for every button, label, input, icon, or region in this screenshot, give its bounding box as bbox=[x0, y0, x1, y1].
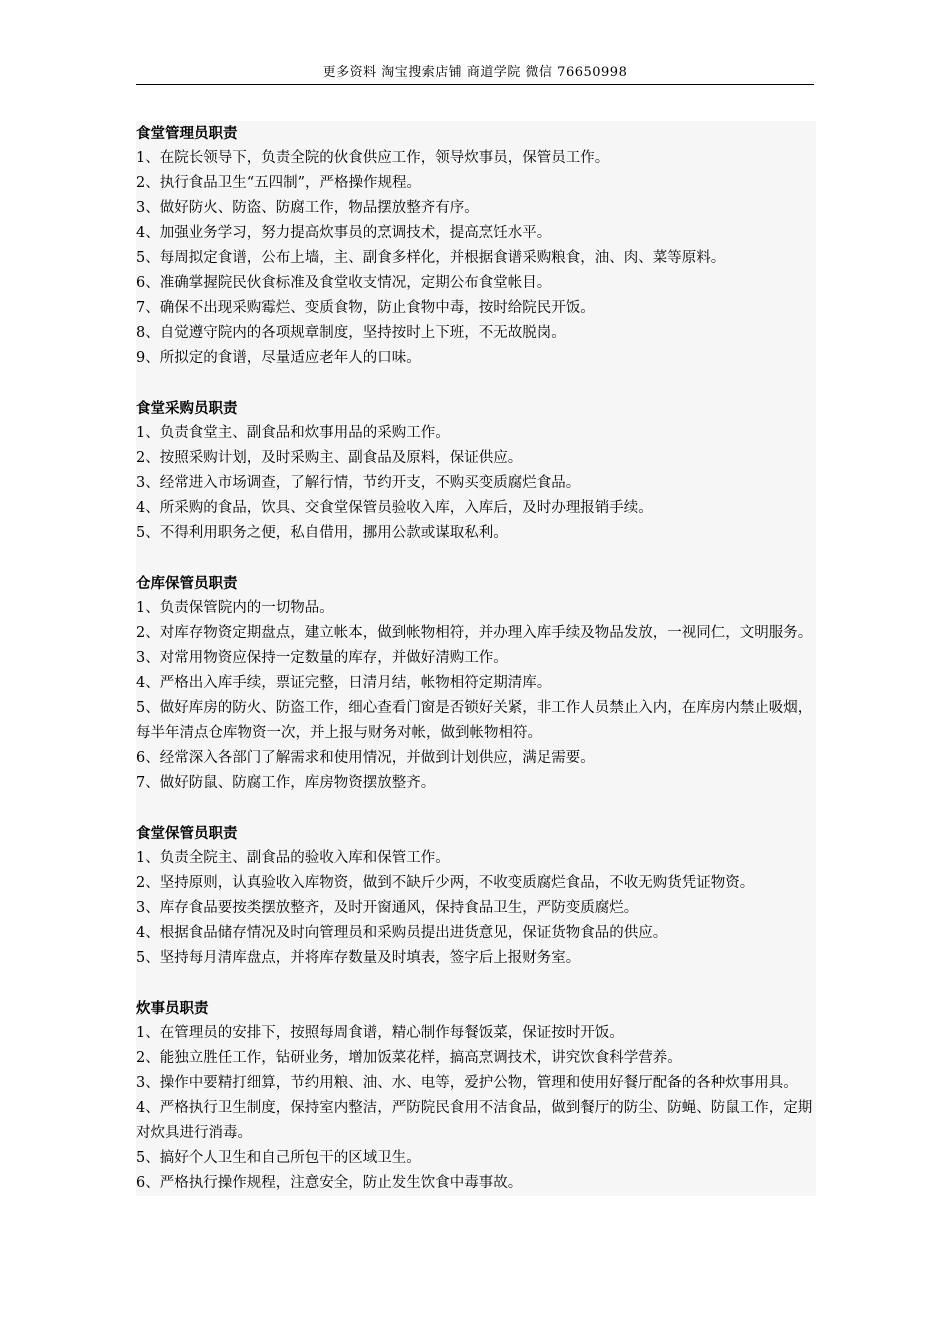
section-warehouse-keeper bbox=[136, 571, 816, 796]
list-item: 4、根据食品储存情况及时向管理员和采购员提出进货意见，保证货物食品的供应。 bbox=[136, 925, 668, 941]
list-item: 6、经常深入各部门了解需求和使用情况，并做到计划供应，满足需要。 bbox=[136, 750, 595, 766]
page-header: 更多资料 淘宝搜索店铺 商道学院 微信 76650998 bbox=[322, 65, 628, 80]
list-item: 1、在院长领导下，负责全院的伙食供应工作，领导炊事员，保管员工作。 bbox=[136, 150, 610, 166]
list-item: 5、不得利用职务之便，私自借用，挪用公款或谋取私利。 bbox=[136, 525, 508, 541]
list-item: 3、经常进入市场调查，了解行情，节约开支，不购买变质腐烂食品。 bbox=[136, 475, 581, 491]
list-item: 1、在管理员的安排下，按照每周食谱，精心制作每餐饭菜，保证按时开饭。 bbox=[136, 1025, 624, 1041]
list-item: 6、严格执行操作规程，注意安全，防止发生饮食中毒事故。 bbox=[136, 1175, 523, 1191]
list-item: 1、负责保管院内的一切物品。 bbox=[136, 600, 334, 616]
list-item: 7、确保不出现采购霉烂、变质食物，防止食物中毒，按时给院民开饭。 bbox=[136, 300, 595, 316]
list-item: 2、对库存物资定期盘点，建立帐本，做到帐物相符，并办理入库手续及物品发放，一视同仁，文明服务。 bbox=[136, 625, 813, 641]
list-item: 3、操作中要精打细算，节约用粮、油、水、电等，爱护公物，管理和使用好餐厅配备的各种炊事用具。 bbox=[136, 1075, 798, 1091]
list-item: 8、自觉遵守院内的各项规章制度，坚持按时上下班，不无故脱岗。 bbox=[136, 325, 566, 341]
section-title: 仓库保管员职责 bbox=[136, 575, 238, 592]
section-title: 食堂采购员职责 bbox=[136, 400, 238, 417]
list-item: 2、能独立胜任工作，钻研业务，增加饭菜花样，搞高烹调技术，讲究饮食科学营养。 bbox=[136, 1050, 682, 1066]
section-title: 食堂保管员职责 bbox=[136, 825, 238, 842]
list-item: 5、做好库房的防火、防盗工作，细心查看门窗是否锁好关紧，非工作人员禁止入内，在库房内禁止吸烟，每半年清点仓库物资一次，并上报与财务对帐，做到帐物相符。 bbox=[136, 700, 813, 741]
list-item: 4、严格出入库手续，票证完整，日清月结，帐物相符定期清库。 bbox=[136, 675, 552, 691]
section-title: 食堂管理员职责 bbox=[136, 125, 238, 142]
list-item: 7、做好防鼠、防腐工作，库房物资摆放整齐。 bbox=[136, 775, 436, 791]
section-canteen-purchaser bbox=[136, 396, 816, 546]
list-item: 5、每周拟定食谱，公布上墙，主、副食多样化，并根据食谱采购粮食，油、肉、菜等原料。 bbox=[136, 250, 726, 266]
list-item: 9、所拟定的食谱，尽量适应老年人的口味。 bbox=[136, 350, 421, 366]
list-item: 4、加强业务学习，努力提高炊事员的烹调技术，提高烹饪水平。 bbox=[136, 225, 552, 241]
list-item: 1、负责全院主、副食品的验收入库和保管工作。 bbox=[136, 850, 450, 866]
list-item: 5、搞好个人卫生和自己所包干的区域卫生。 bbox=[136, 1150, 421, 1166]
list-item: 3、库存食品要按类摆放整齐，及时开窗通风，保持食品卫生，严防变质腐烂。 bbox=[136, 900, 639, 916]
list-item: 2、坚持原则，认真验收入库物资，做到不缺斤少两，不收变质腐烂食品，不收无购货凭证物资。 bbox=[136, 875, 755, 891]
list-item: 1、负责食堂主、副食品和炊事用品的采购工作。 bbox=[136, 425, 450, 441]
section-title: 炊事员职责 bbox=[136, 1000, 209, 1017]
list-item: 4、严格执行卫生制度，保持室内整洁，严防院民食用不洁食品，做到餐厅的防尘、防蝇、防鼠工作，定期对炊具进行消毒。 bbox=[136, 1100, 813, 1141]
section-canteen-keeper bbox=[136, 821, 816, 971]
section-cook bbox=[136, 996, 816, 1196]
section-canteen-manager bbox=[136, 121, 816, 371]
list-item: 2、按照采购计划，及时采购主、副食品及原料，保证供应。 bbox=[136, 450, 523, 466]
list-item: 3、做好防火、防盗、防腐工作，物品摆放整齐有序。 bbox=[136, 200, 479, 216]
header-divider bbox=[136, 84, 814, 85]
list-item: 2、执行食品卫生“五四制”，严格操作规程。 bbox=[136, 175, 422, 191]
document-body bbox=[136, 121, 816, 1196]
list-item: 6、准确掌握院民伙食标准及食堂收支情况，定期公布食堂帐目。 bbox=[136, 275, 552, 291]
list-item: 4、所采购的食品，饮具、交食堂保管员验收入库，入库后，及时办理报销手续。 bbox=[136, 500, 653, 516]
list-item: 3、对常用物资应保持一定数量的库存，并做好清购工作。 bbox=[136, 650, 508, 666]
list-item: 5、坚持每月清库盘点，并将库存数量及时填表，签字后上报财务室。 bbox=[136, 950, 581, 966]
